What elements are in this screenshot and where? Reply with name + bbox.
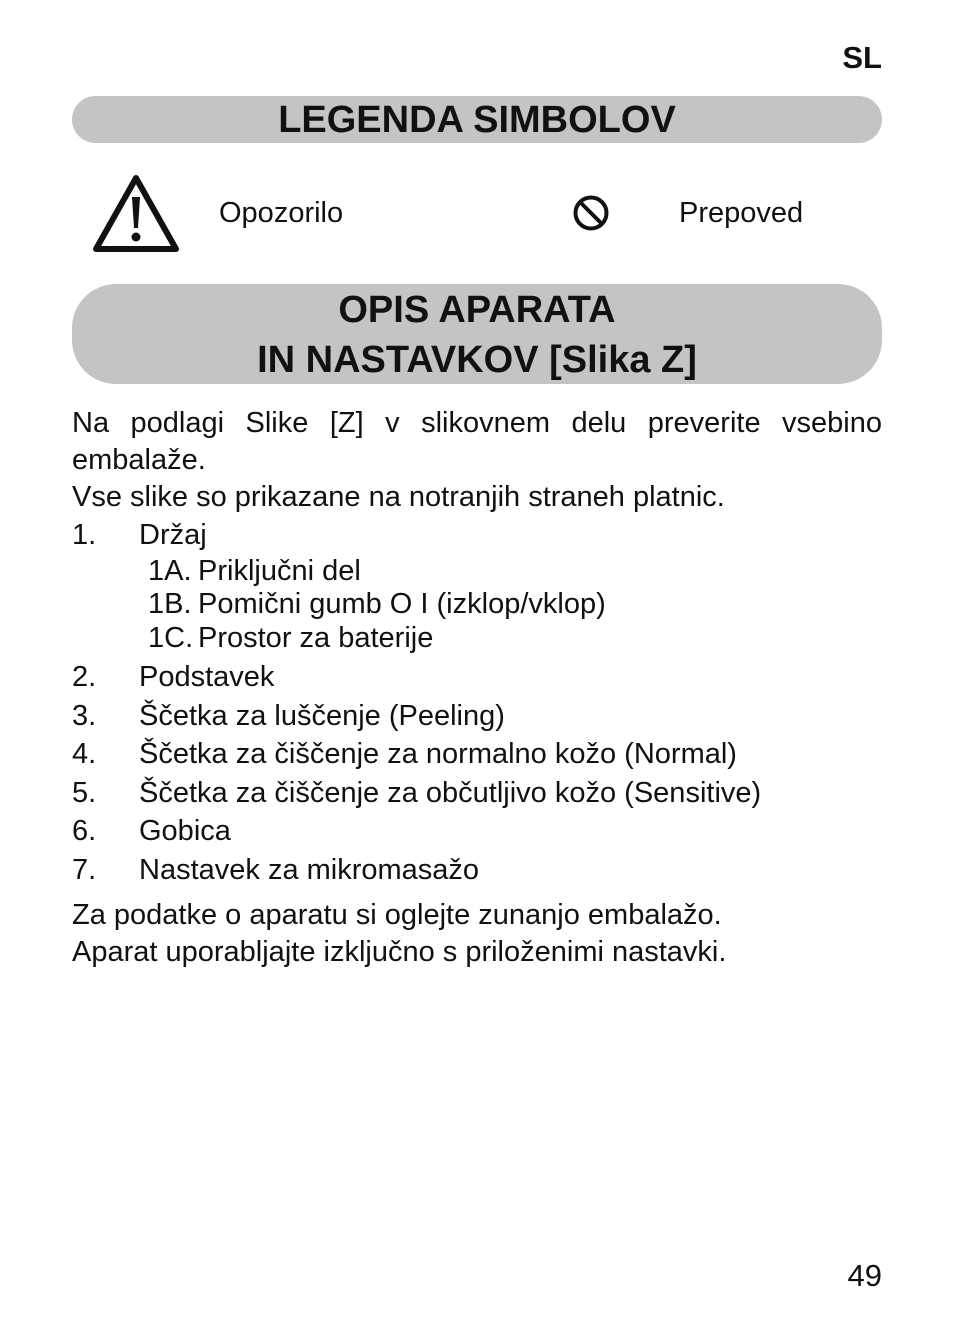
list-item [72, 516, 882, 555]
heading-line-1: OPIS APARATA [338, 289, 616, 331]
intro-note: Vse slike so prikazane na notranjih straneh platnic. [72, 481, 725, 513]
item-number: 1. [72, 519, 97, 551]
attachments-note: Aparat uporabljajte izključno s priloženimi nastavki. [72, 936, 727, 968]
item-number: 3. [72, 699, 97, 732]
subitem-number: 1B. [148, 588, 192, 620]
list-item [72, 697, 882, 736]
item-number: 2. [72, 661, 97, 693]
sub-list-item [72, 555, 882, 589]
subitem-number: 1C. [148, 621, 194, 654]
item-text: Gobica [139, 815, 231, 847]
parts-list-continued [72, 658, 882, 889]
subitem-text: Priključni del [198, 554, 361, 587]
warning-label: Opozorilo [219, 197, 344, 229]
list-item [72, 774, 882, 813]
language-code: SL [842, 40, 882, 75]
prohibition-icon [573, 195, 609, 231]
item-number: 5. [72, 776, 97, 809]
page-number: 49 [847, 1258, 882, 1293]
intro-paragraph: Na podlagi Slike [Z] v slikovnem delu preverite vsebino embalaže. [72, 407, 882, 476]
list-item [72, 658, 882, 697]
symbols-legend [72, 170, 882, 260]
prohibition-label: Prepoved [679, 197, 804, 229]
item-text: Nastavek za mikromasažo [139, 853, 480, 886]
list-item [72, 851, 882, 890]
subitem-text: Pomični gumb O I (izklop/vklop) [198, 588, 606, 620]
item-text: Držaj [139, 519, 207, 551]
subitem-text: Prostor za baterije [198, 621, 434, 654]
sub-list-item [72, 588, 882, 622]
item-text: Ščetka za čiščenje za občutljivo kožo (Sensitive) [139, 776, 762, 809]
warning-triangle-icon [92, 173, 180, 253]
item-text: Ščetka za čiščenje za normalno kožo (Normal) [139, 738, 737, 770]
device-description-heading [72, 284, 882, 384]
subitem-number: 1A. [148, 554, 192, 587]
closing-notes [72, 897, 882, 971]
item-number: 7. [72, 853, 97, 886]
parts-list [72, 516, 882, 555]
device-description-body [72, 405, 882, 971]
item-text: Podstavek [139, 661, 275, 693]
symbols-legend-heading: LEGENDA SIMBOLOV [72, 96, 882, 143]
handle-subparts-list [72, 555, 882, 656]
item-text: Ščetka za luščenje (Peeling) [139, 699, 505, 732]
list-item [72, 812, 882, 851]
list-item [72, 735, 882, 774]
item-number: 6. [72, 815, 97, 847]
heading-line-2: IN NASTAVKOV [Slika Z] [257, 339, 697, 381]
packaging-note: Za podatke o aparatu si oglejte zunanjo embalažo. [72, 899, 722, 931]
item-number: 4. [72, 738, 97, 770]
sub-list-item [72, 622, 882, 656]
